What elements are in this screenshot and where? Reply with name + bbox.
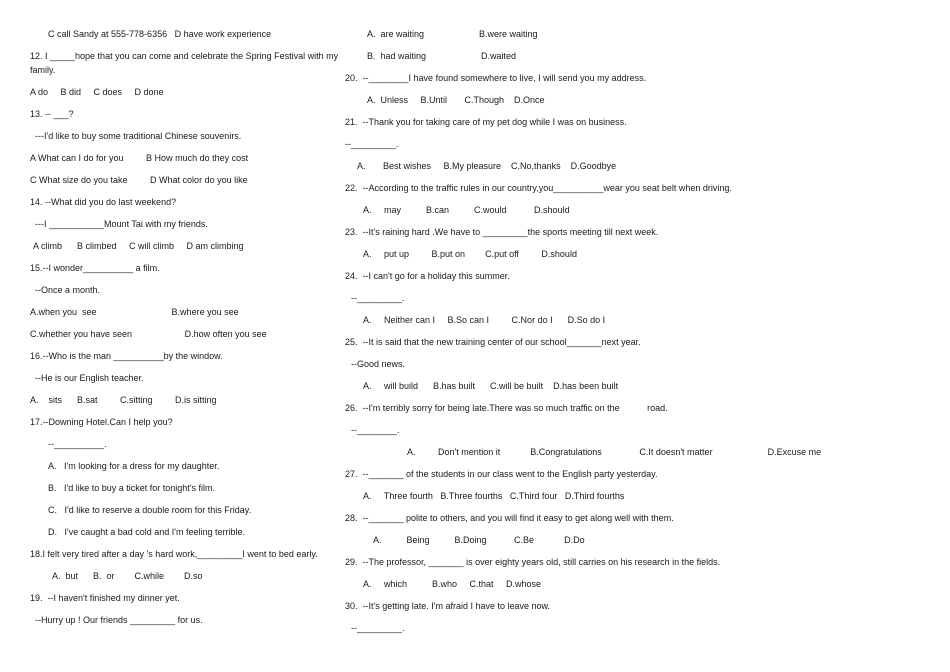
question-line: C. I'd like to reserve a double room for this Friday. <box>48 505 252 515</box>
question-line: 12. I _____hope that you can come and celebrate the Spring Festival with my <box>30 51 339 61</box>
question-line: C.whether you have seen D.how often you see <box>30 329 267 339</box>
question-line: 28. --_______ polite to others, and you will find it easy to get along well with them. <box>345 513 674 523</box>
question-line: --________. <box>351 425 400 435</box>
question-line: A. Don't mention it B.Congratulations C.It doesn't matter D.Excuse me <box>407 447 822 457</box>
question-line: B. had waiting D.waited <box>367 51 517 61</box>
question-line: --_________. <box>351 623 405 633</box>
question-line: A.when you see B.where you see <box>30 307 239 317</box>
question-line: 25. --It is said that the new training center of our school_______next year. <box>345 337 641 347</box>
question-line: 29. --The professor, _______ is over eighty years old, still carries on his research in the fields. <box>345 557 721 567</box>
question-line: D. I've caught a bad cold and I'm feeling terrible. <box>48 527 246 537</box>
question-line: 14. --What did you do last weekend? <box>30 197 177 207</box>
question-line: 22. --According to the traffic rules in our country,you__________wear you seat belt when driving. <box>345 183 732 193</box>
question-line: 30. --It's getting late. I'm afraid I have to leave now. <box>345 601 551 611</box>
question-line: 13. -- ___? <box>30 109 74 119</box>
question-line: --Hurry up ! Our friends _________ for us. <box>35 615 203 625</box>
question-line: A. may B.can C.would D.should <box>363 205 570 215</box>
question-line: A do B did C does D done <box>30 87 164 97</box>
question-line: A. Neither can I B.So can I C.Nor do I D.So do I <box>363 315 606 325</box>
question-line: 21. --Thank you for taking care of my pet dog while I was on business. <box>345 117 627 127</box>
question-line: 17.--Downing Hotel.Can I help you? <box>30 417 173 427</box>
question-line: C What size do you take D What color do you like <box>30 175 248 185</box>
question-line: A What can I do for you B How much do they cost <box>30 153 249 163</box>
question-line: A. Being B.Doing C.Be D.Do <box>373 535 585 545</box>
question-line: A. which B.who C.that D.whose <box>363 579 542 589</box>
question-line: A. Unless B.Until C.Though D.Once <box>367 95 545 105</box>
question-line: C call Sandy at 555-778-6356 D have work experience <box>48 29 272 39</box>
question-line: A. put up B.put on C.put off D.should <box>363 249 577 259</box>
question-line: --Good news. <box>351 359 406 369</box>
question-line: A. will build B.has built C.will be built D.has been built <box>363 381 619 391</box>
question-line: --Once a month. <box>35 285 101 295</box>
question-line: B. I'd like to buy a ticket for tonight's film. <box>48 483 216 493</box>
question-line: A. Best wishes B.My pleasure C.No,thanks D.Goodbye <box>357 161 617 171</box>
question-line: A climb B climbed C will climb D am climbing <box>33 241 244 251</box>
question-line: A. I'm looking for a dress for my daughter. <box>48 461 220 471</box>
question-line: 27. --_______ of the students in our class went to the English party yesterday. <box>345 469 658 479</box>
question-line: --__________. <box>48 439 107 449</box>
question-line: 24. --I can't go for a holiday this summer. <box>345 271 510 281</box>
question-line: 16.--Who is the man __________by the window. <box>30 351 223 361</box>
question-line: A. Three fourth B.Three fourths C.Third four D.Third fourths <box>363 491 625 501</box>
question-line: 19. --I haven't finished my dinner yet. <box>30 593 180 603</box>
question-line: ---I'd like to buy some traditional Chinese souvenirs. <box>35 131 242 141</box>
question-line: family. <box>30 65 56 75</box>
question-line: 15.--I wonder__________ a film. <box>30 263 160 273</box>
question-line: 20. --________I have found somewhere to live, I will send you my address. <box>345 73 647 83</box>
question-line: A. are waiting B.were waiting <box>367 29 538 39</box>
question-line: A. but B. or C.while D.so <box>52 571 203 581</box>
question-line: 23. --It's raining hard .We have to _________the sports meeting till next week. <box>345 227 659 237</box>
question-line: --He is our English teacher. <box>35 373 144 383</box>
question-line: 18.I felt very tired after a day 's hard work,_________I went to bed early. <box>30 549 318 559</box>
question-line: --_________. <box>345 139 399 149</box>
question-line: 26. --I'm terribly sorry for being late.There was so much traffic on the road. <box>345 403 668 413</box>
question-line: ---I ___________Mount Tai with my friends. <box>35 219 208 229</box>
question-line: A. sits B.sat C.sitting D.is sitting <box>30 395 217 405</box>
question-line: --_________. <box>351 293 405 303</box>
